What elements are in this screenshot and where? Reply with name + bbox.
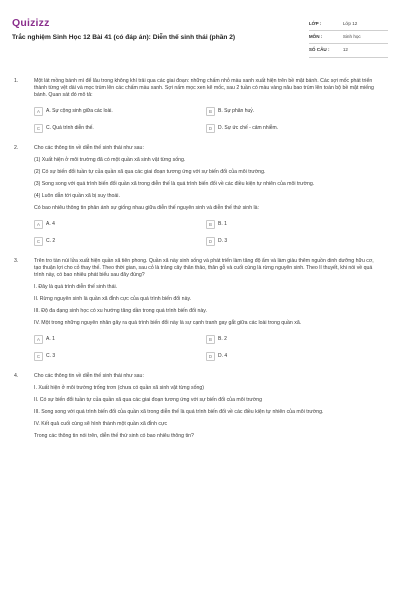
meta-value: 12 [342, 47, 348, 53]
question-number: 1. [14, 78, 19, 84]
question-body [34, 258, 388, 361]
option-text: D. Sự ức chế - cảm nhiễm. [218, 125, 279, 132]
question-number: 4. [14, 373, 19, 380]
question-text: (1) Xuất hiện ở môi trường đã có một quần xã sinh vật từng sống. [34, 157, 186, 164]
option-checkbox[interactable]: C [34, 352, 43, 361]
quizizz-logo: Quizizz [12, 17, 50, 29]
answer-options [34, 220, 378, 246]
meta-row [309, 44, 388, 57]
question-text: Cho các thông tin về diễn thế sinh thái như sau: [34, 373, 144, 380]
question [12, 258, 388, 361]
option-checkbox[interactable]: A [34, 220, 43, 229]
meta-value: Sinh học [342, 34, 361, 40]
option-checkbox[interactable]: B [206, 335, 215, 344]
question-text: Trên tro tàn núi lửa xuất hiện quần xã tiên phong. Quần xã này sinh sống và phát triển làm tăng độ ẩm và làm giàu thêm nguồn dinh dưỡng hữu cơ, tạo thuận lợi cho cỏ thay thế. Theo thời gian, sau cỏ là trảng cây thân thảo, thân gỗ và cuối cùng là rừng nguyên sinh. Theo lí thuyết, khi nói về quá trình này, có bao nhiêu phát biểu sau đây đúng? [34, 258, 374, 279]
answer-option[interactable] [34, 124, 206, 133]
header-left [12, 8, 309, 66]
meta-value: Lớp 12 [342, 21, 358, 26]
option-checkbox[interactable]: B [206, 220, 215, 229]
question-body [34, 373, 388, 445]
option-text: A. 4 [46, 221, 55, 228]
answer-option[interactable] [34, 237, 206, 246]
answer-option[interactable] [206, 107, 378, 116]
question-text: II. Có sự biến đổi tuần tự của quần xã qua các giai đoạn tương ứng với sự biến đổi của môi trường [34, 397, 263, 404]
question-number: 3. [14, 258, 19, 265]
question-text: IV. Một trong những nguyên nhân gây ra quá trình biến đổi này là sự cạnh tranh gay gắt giữa các loài trong quần xã. [34, 320, 302, 327]
question-text: III. Song song với quá trình biến đổi của quần xã trong diễn thế là quá trình biến đổi về các điều kiện tự nhiên của môi trường. [34, 409, 324, 416]
answer-option[interactable] [206, 220, 378, 229]
question-text: I. Đây là quá trình diễn thế sinh thái. [34, 284, 118, 291]
worksheet-header [12, 8, 388, 66]
question-text: Một lát mồng bánh mì để lâu trong không khí trải qua các giai đoạn: những chấm nhỏ màu xanh xuất hiện trên bề mặt bánh. Các sợi mốc phát triển thành từng vệt dài và mọc trùm lên các chấm màu xanh. Sợi nấm mọc xen kẽ mốc, sau 2 tuần có màu vàng nâu bao trùm lên toàn bộ bề mặt miếng bánh. Quan sát đó mô tả: [34, 78, 374, 99]
question-body [34, 145, 388, 246]
answer-option[interactable] [206, 237, 378, 246]
question-text: II. Rừng nguyên sinh là quần xã đỉnh cực của quá trình biến đổi này. [34, 296, 192, 303]
question-text: Có bao nhiêu thông tin phản ánh sự giống nhau giữa diễn thế nguyên sinh và diễn thế thứ sinh là: [34, 205, 260, 212]
question-list [12, 78, 388, 445]
answer-option[interactable] [206, 352, 378, 361]
worksheet-meta [309, 18, 388, 66]
question [12, 78, 388, 133]
option-text: B. 2 [218, 336, 227, 343]
option-text: C. 3 [46, 353, 56, 360]
option-checkbox[interactable]: C [34, 237, 43, 246]
question-number: 2. [14, 145, 19, 152]
answer-option[interactable] [34, 220, 206, 229]
question [12, 373, 388, 445]
question [12, 145, 388, 246]
option-text: B. 1 [218, 221, 227, 228]
option-text: C. Quá trình diễn thế. [46, 125, 94, 132]
question-text: (2) Có sự biến đổi tuần tự của quần xã qua các giai đoạn tương ứng với sự biến đổi của môi trường. [34, 169, 266, 176]
answer-options [34, 335, 378, 361]
option-checkbox[interactable]: B [206, 107, 215, 116]
meta-key: SỐ CÂU : [308, 47, 330, 53]
option-checkbox[interactable]: A [34, 107, 43, 116]
meta-key: LỚP : [308, 21, 322, 26]
answer-option[interactable] [206, 335, 378, 344]
answer-option[interactable] [34, 352, 206, 361]
meta-key: MÔN : [308, 34, 323, 40]
option-text: A. Sự cộng sinh giữa các loài. [46, 108, 113, 115]
option-checkbox[interactable]: D [206, 124, 215, 133]
answer-option[interactable] [34, 335, 206, 344]
answer-option[interactable] [206, 124, 378, 133]
option-checkbox[interactable]: A [34, 335, 43, 344]
answer-option[interactable] [34, 107, 206, 116]
question-text: III. Độ đa dạng sinh học có xu hướng tăng dần trong quá trình biến đổi này. [34, 308, 207, 315]
option-text: D. 3 [218, 238, 228, 245]
option-checkbox[interactable]: D [206, 237, 215, 246]
option-text: D. 4 [218, 353, 228, 360]
option-checkbox[interactable]: D [206, 352, 215, 361]
option-text: A. 1 [46, 336, 55, 343]
question-text: Trong các thông tin nói trên, diễn thế thứ sinh có bao nhiêu thông tin? [34, 433, 194, 440]
answer-options [34, 107, 378, 133]
question-body [34, 78, 388, 133]
meta-row [309, 31, 388, 44]
option-text: B. Sự phân huỷ. [218, 108, 255, 115]
question-text: IV. Kết quả cuối cùng sẽ hình thành một quần xã đỉnh cực [34, 421, 168, 428]
option-checkbox[interactable]: C [34, 124, 43, 133]
question-text: (3) Song song với quá trình biến đổi quần xã trong diễn thế là quá trình biến đổi về các điều kiện tự nhiên của môi trường. [34, 181, 315, 188]
worksheet-title: Trắc nghiệm Sinh Học 12 Bài 41 (có đáp án): Diễn thế sinh thái (phần 2) [12, 34, 236, 42]
question-text: (4) Luôn dẫn tới quần xã bị suy thoái. [34, 193, 120, 200]
question-text: I. Xuất hiện ở môi trường trống trơn (chưa có quần xã sinh vật từng sống) [34, 385, 204, 392]
question-text: Cho các thông tin về diễn thế sinh thái như sau: [34, 145, 144, 152]
option-text: C. 2 [46, 238, 56, 245]
meta-row [309, 18, 388, 31]
